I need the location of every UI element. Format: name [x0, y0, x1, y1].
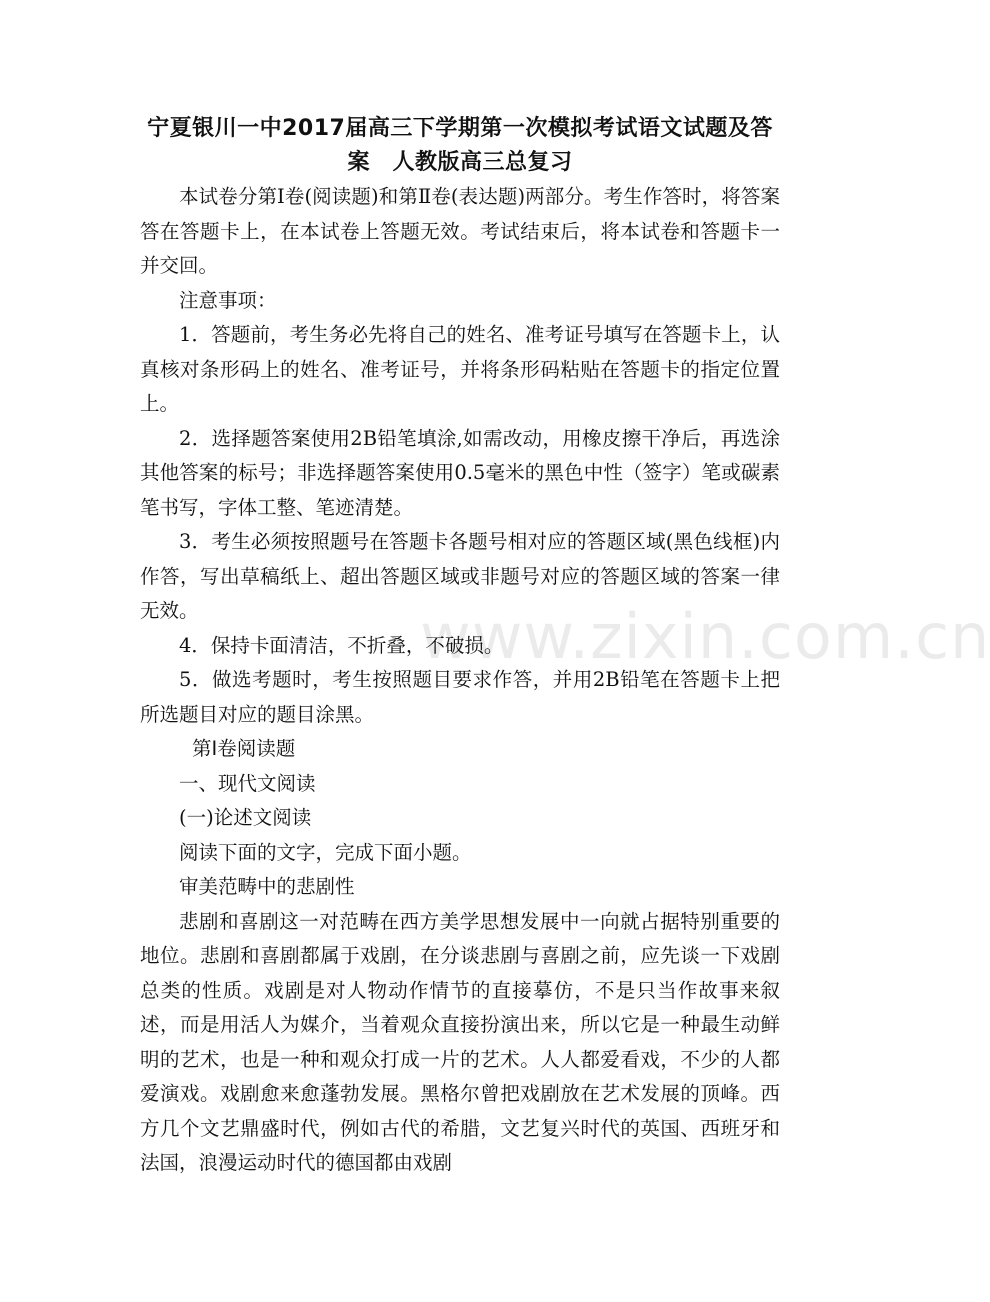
watermark: www.zixin.com.cn [420, 600, 990, 673]
intro-paragraph: 本试卷分第Ⅰ卷(阅读题)和第Ⅱ卷(表达题)两部分。考生作答时，将答案答在答题卡上，在本试卷上答题无效。考试结束后，将本试卷和答题卡一并交回。 [140, 185, 780, 277]
document-title: 宁夏银川一中2017届高三下学期第一次模拟考试语文试题及答案 人教版高三总复习 [147, 116, 773, 175]
notice-item-4: 4．保持卡面清洁，不折叠，不破损。 [179, 633, 504, 657]
notice-item-1: 1．答题前，考生务必先将自己的姓名、准考证号填写在答题卡上，认真核对条形码上的姓名、准考证号，并将条形码粘贴在答题卡的指定位置上。 [140, 323, 780, 415]
notice-item-3: 3．考生必须按照题号在答题卡各题号相对应的答题区域(黑色线框)内作答，写出草稿纸上、超出答题区域或非题号对应的答题区域的答案一律无效。 [140, 530, 780, 622]
article-body: 悲剧和喜剧这一对范畴在西方美学思想发展中一向就占据特别重要的地位。悲剧和喜剧都属于戏剧，在分谈悲剧与喜剧之前，应先谈一下戏剧总类的性质。戏剧是对人物动作情节的直接摹仿，不是只当作故事来叙述，而是用活人为媒介，当着观众直接扮演出来，所以它是一种最生动鲜明的艺术，也是一种和观众打成一片的艺术。人人都爱看戏，不少的人都爱演戏。戏剧愈来愈蓬勃发展。黑格尔曾把戏剧放在艺术发展的顶峰。西方几个文艺鼎盛时代，例如古代的希腊，文艺复兴时代的英国、西班牙和法国，浪漫运动时代的德国都由戏剧 [140, 909, 780, 1174]
notice-item-2: 2．选择题答案使用2B铅笔填涂,如需改动，用橡皮擦干净后，再选涂其他答案的标号；非选择题答案使用0.5毫米的黑色中性（签字）笔或碳素笔书写，字体工整、笔迹清楚。 [140, 426, 780, 519]
section-heading: 第Ⅰ卷阅读题 [192, 737, 296, 760]
part-heading: 一、现代文阅读 [179, 771, 316, 795]
sub-heading: (一)论述文阅读 [179, 806, 312, 829]
notice-item-5: 5．做选考题时，考生按照题目要求作答，并用2B铅笔在答题卡上把所选题目对应的题目涂黑。 [140, 668, 780, 726]
article-title: 审美范畴中的悲剧性 [179, 875, 355, 898]
notice-heading: 注意事项： [179, 288, 277, 312]
document-page [140, 112, 780, 1181]
instruction-text: 阅读下面的文字，完成下面小题。 [179, 840, 472, 864]
